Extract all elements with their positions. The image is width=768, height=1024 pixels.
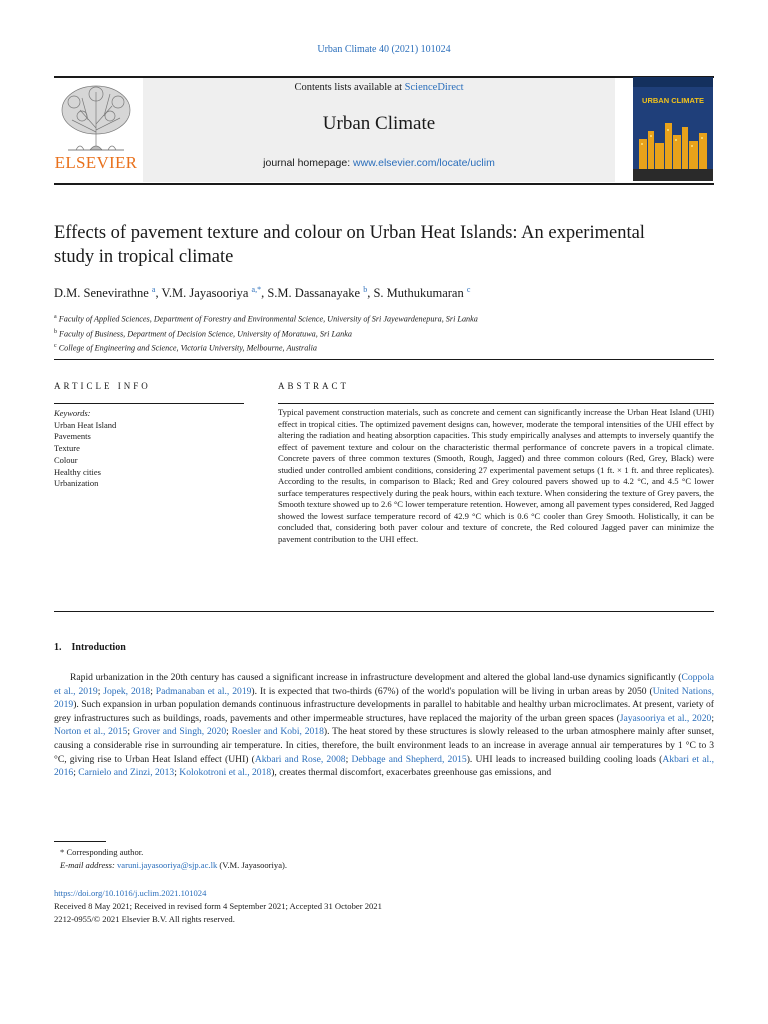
introduction-paragraph (54, 671, 714, 780)
homepage-link[interactable]: www.elsevier.com/locate/uclim (353, 157, 495, 169)
paragraph-text: ), creates thermal discomfort, exacerbates greenhouse gas emissions, and (271, 767, 552, 779)
keyword-item: Colour (54, 454, 78, 465)
abstract-heading: ABSTRACT (278, 381, 350, 391)
citation-link[interactable]: Coppola et al., 2019 (54, 672, 714, 697)
elsevier-wordmark: ELSEVIER (54, 153, 138, 172)
affiliation-text: Faculty of Business, Department of Decision Science, University of Moratuwa, Sri Lanka (59, 329, 352, 339)
paragraph-text: ; (711, 712, 714, 724)
article-info-heading: ARTICLE INFO (54, 381, 151, 391)
paragraph-text: ). It is expected that two-thirds (67%) of the world's population will be living in urban areas by 2050 ( (251, 685, 653, 697)
sciencedirect-link[interactable]: ScienceDirect (404, 82, 464, 93)
citation-link[interactable]: Akbari et al., 2016 (54, 753, 714, 779)
affiliation-text: Faculty of Applied Sciences, Department of Forestry and Environmental Science, University of Sri Jayewardenepura, Sri Lanka (58, 314, 478, 324)
abstract-text: Typical pavement construction materials, such as concrete and cement can significantly increase the Urban Heat Island (UHI) effect in tropical cities. The optimized pavement designs can, however, moderate the temporal intensities of the UHI effect by altering the radiation and heating absorption capacities. This study empirically analyses and attempts to inversely quantify the effect of pavement texture and colour on the characteristic thermal performance of concrete pavers in a tropical climate. Concrete pavers of three common textures (Smooth, Rough, Jagged) and three common colours (Red, Grey, Black) were studied under controlled ambient conditions, considering 27 experimental pavement setups (1 ft. × 1 ft. and three replicates). According to the results, in comparison to Black; Red and Grey coloured pavers showed up to 4.2 °C, and 4.5 °C lower surface temperatures respectively during the peak hours, within each texture. When considering the texture of Grey pavers, the Smooth texture showed up to 2.6 °C lower temperature retention. However, among all pavement types considered, Red Jagged showed the lowest surface temperature record of 42.9 °C which is 0.6 °C cooler than Grey Smooth. Holistically, it can be concluded that, considering both paver colour and texture of concrete, the Red coloured Jagged paver can minimize the pavement contribution to the UHI effect. (278, 407, 714, 545)
citation-link[interactable]: Carnielo and Zinzi, 2013 (78, 767, 175, 779)
section-divider (54, 359, 714, 360)
keyword-item: Urban Heat Island (54, 419, 117, 430)
cover-title: URBAN CLIMATE (642, 96, 704, 105)
email-label: E-mail address: (60, 860, 115, 870)
paragraph-text: ; (174, 767, 180, 779)
email-note (60, 860, 287, 870)
footnote-rule (54, 841, 106, 842)
citation-link[interactable]: Jopek, 2018 (103, 685, 151, 697)
section-number: 1. (54, 642, 62, 653)
email-link[interactable]: varuni.jayasooriya@sjp.ac.lk (116, 860, 218, 870)
citation-link[interactable]: Padmanaban et al., 2019 (155, 685, 252, 697)
journal-homepage-line (143, 157, 615, 169)
citation-link[interactable]: Akbari and Rose, 2008 (254, 753, 346, 765)
citation-link[interactable]: Grover and Singh, 2020 (132, 726, 227, 738)
keyword-item: Texture (54, 443, 80, 454)
keywords-list (54, 408, 254, 490)
abstract-rule (278, 403, 714, 404)
paragraph-text: ). Such expansion in urban population demands continuous infrastructure developments in parallel to habitable and healthy urban microclimates. At present, variety of grey infrastructures such as buildings, roads, pavements and other impermeable structures, have replaced the majority of the urban green spaces ( (54, 699, 714, 724)
journal-cover-image[interactable] (633, 77, 713, 181)
keyword-item: Pavements (54, 431, 91, 442)
paragraph-text: ; (226, 726, 232, 738)
author-name: D.M. Senevirathne (54, 286, 149, 301)
contents-line (143, 82, 615, 93)
affiliation-marker: a (54, 314, 57, 320)
affiliations (54, 311, 714, 355)
paragraph-text: ; (127, 726, 133, 738)
citation-link[interactable]: Norton et al., 2015 (54, 726, 128, 738)
article-metadata (54, 887, 382, 925)
paragraph-text: ). The heat stored by these structures is slowly released to the urban atmosphere mainly after sunset, causing a considerable rise in surrounding air temperature. In cities, therefore, the built environment leads to an increase in average annual air temperatures by 1 °C to 3 °C, giving rise to Urban Heat Island effect (UHI) ( (54, 726, 714, 765)
affiliation-item (54, 311, 714, 326)
received-dates: Received 8 May 2021; Received in revised form 4 September 2021; Accepted 31 October 2021 (54, 900, 382, 911)
citation-link[interactable]: Roesler and Kobi, 2018 (231, 726, 324, 738)
affiliation-marker: c (54, 343, 57, 350)
article-info-rule (54, 403, 244, 404)
paragraph-text: ; (150, 685, 156, 697)
paragraph-text: Rapid urbanization in the 20th century has caused a significant increase in infrastructure development and altered the global land-use dynamics significantly ( (70, 672, 682, 683)
email-suffix: (V.M. Jayasooriya). (217, 860, 288, 870)
affiliation-marker: b (54, 328, 57, 335)
paper-title: Effects of pavement texture and colour on Urban Heat Islands: An experimental study in tropical climate (54, 223, 645, 267)
section-title: Introduction (71, 642, 126, 653)
citation-link[interactable]: Kolokotroni et al., 2018 (179, 767, 272, 779)
section-divider (54, 611, 714, 612)
paragraph-text: ). UHI leads to increased building cooling loads ( (466, 753, 663, 765)
contents-prefix: Contents lists available at (294, 82, 405, 93)
author-affiliation-link[interactable]: a,* (251, 285, 262, 294)
homepage-prefix: journal homepage: (263, 157, 354, 169)
author-name: V.M. Jayasooriya (161, 286, 249, 301)
author-list: D.M. Senevirathne $^a$, V.M. Jayasooriya $^{a,*}$, S.M. Dassanayake $^b$, S. Muthukumaran $^c$ (54, 285, 471, 301)
citation-link[interactable]: Debbage and Shepherd, 2015 (351, 753, 467, 765)
citation-link[interactable]: Jayasooriya et al., 2020 (619, 712, 712, 724)
citation-link[interactable]: United Nations, 2019 (54, 685, 714, 711)
doi-link[interactable]: https://doi.org/10.1016/j.uclim.2021.101024 (54, 888, 207, 898)
corresponding-author-note: * Corresponding author. (60, 847, 144, 857)
author-affiliation-link[interactable]: c (466, 285, 471, 294)
copyright-line: 2212-0955/© 2021 Elsevier B.V. All rights reserved. (54, 913, 235, 924)
affiliation-text: College of Engineering and Science, Victoria University, Melbourne, Australia (58, 344, 317, 354)
introduction-heading (54, 642, 126, 653)
paragraph-text: ; (73, 767, 79, 779)
paragraph-text: ; (97, 685, 104, 697)
header-bottom-rule (54, 183, 714, 185)
affiliation-item (54, 340, 714, 355)
paragraph-text: ; (345, 753, 352, 765)
author-name: S.M. Dassanayake (267, 286, 361, 301)
keyword-item: Urbanization (54, 478, 99, 489)
keywords-label: Keywords: (54, 408, 91, 418)
affiliation-item (54, 326, 714, 341)
author-affiliation-link[interactable]: a (151, 285, 156, 294)
journal-citation-link[interactable]: Urban Climate 40 (2021) 101024 (317, 44, 451, 55)
author-affiliation-link[interactable]: b (363, 285, 368, 294)
keyword-item: Healthy cities (54, 466, 101, 477)
author-name: S. Muthukumaran (373, 286, 464, 301)
journal-title: Urban Climate (322, 113, 436, 134)
